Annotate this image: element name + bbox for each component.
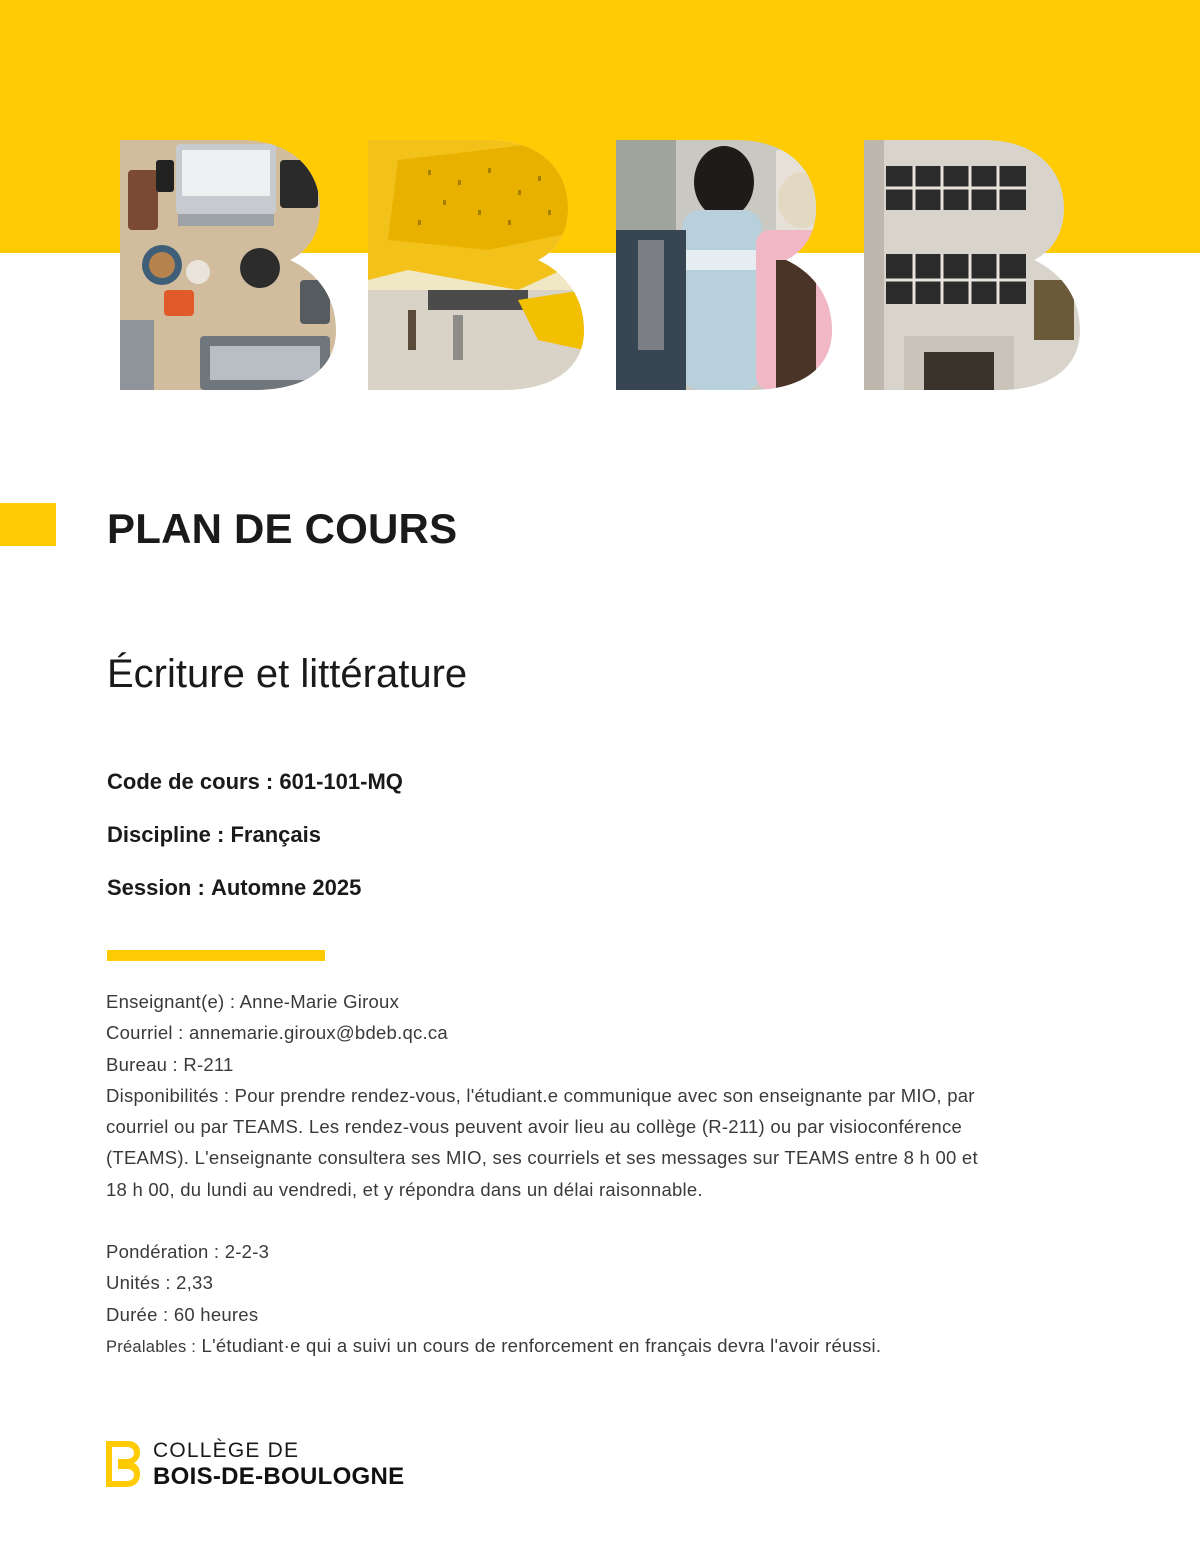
duration-label: Durée :	[106, 1303, 169, 1325]
logo-line-2: BOIS-DE-BOULOGNE	[153, 1463, 405, 1490]
meta-code	[107, 766, 403, 819]
course-title: Écriture et littérature	[107, 652, 468, 696]
prereq-row	[106, 1330, 1106, 1363]
college-logo	[106, 1440, 446, 1490]
meta-session-value: Automne 2025	[210, 875, 362, 900]
yellow-divider	[107, 950, 325, 961]
office-label: Bureau :	[106, 1053, 178, 1075]
availability-text-4: 18 h 00, du lundi au vendredi, et y répondra dans un délai raisonnable.	[106, 1178, 703, 1200]
teacher-value: Anne-Marie Giroux	[239, 991, 400, 1012]
b-photo-building	[864, 140, 1080, 390]
email-value[interactable]: annemarie.giroux@bdeb.qc.ca	[188, 1022, 448, 1044]
weighting-row	[106, 1236, 1106, 1267]
weighting-label: Pondération :	[106, 1241, 220, 1263]
availability-label: Disponibilités :	[106, 1084, 230, 1106]
availability-text-2: courriel ou par TEAMS. Les rendez-vous peuvent avoir lieu au collège (R-211) ou par visioconférence	[106, 1116, 962, 1138]
course-info	[106, 986, 1106, 1363]
meta-discipline	[107, 819, 403, 872]
office-value: R-211	[183, 1053, 234, 1075]
b-photo-students	[616, 140, 832, 390]
bdeb-b-logo-icon	[106, 1441, 140, 1487]
page-title: PLAN DE COURS	[107, 505, 458, 552]
meta-code-value: 601-101-MQ	[279, 769, 403, 794]
logo-line-1: COLLÈGE DE	[153, 1439, 300, 1462]
availability-text-3: (TEAMS). L'enseignante consultera ses MIO, ses courriels et ses messages sur TEAMS entre 8 h 00 et	[106, 1147, 978, 1169]
meta-session-label: Session :	[107, 875, 205, 900]
spacer	[106, 1205, 1106, 1236]
weighting-value: 2-2-3	[224, 1241, 270, 1263]
availability-text-1: Pour prendre rendez-vous, l'étudiant.e communique avec son enseignante par MIO, par	[234, 1084, 975, 1106]
teacher-row	[106, 986, 1106, 1017]
meta-discipline-value: Français	[230, 822, 321, 847]
email-row	[106, 1017, 1106, 1048]
office-row	[106, 1049, 1106, 1080]
meta-code-label: Code de cours :	[107, 769, 274, 794]
b-photo-yellow-atrium	[368, 140, 584, 390]
units-row	[106, 1267, 1106, 1298]
units-value: 2,33	[176, 1272, 214, 1294]
course-meta	[107, 766, 403, 925]
yellow-side-tab	[0, 503, 56, 546]
prereq-value: L'étudiant·e qui a suivi un cours de renforcement en français devra l'avoir réussi.	[201, 1334, 882, 1356]
prereq-label: Préalables :	[106, 1337, 197, 1356]
availability-row	[106, 1080, 1106, 1205]
units-label: Unités :	[106, 1272, 171, 1294]
duration-row	[106, 1299, 1106, 1330]
b-photo-laptops	[120, 140, 336, 390]
meta-discipline-label: Discipline :	[107, 822, 225, 847]
duration-value: 60 heures	[173, 1303, 259, 1325]
email-label: Courriel :	[106, 1022, 184, 1044]
meta-session	[107, 872, 403, 925]
teacher-label: Enseignant(e) :	[106, 991, 236, 1012]
